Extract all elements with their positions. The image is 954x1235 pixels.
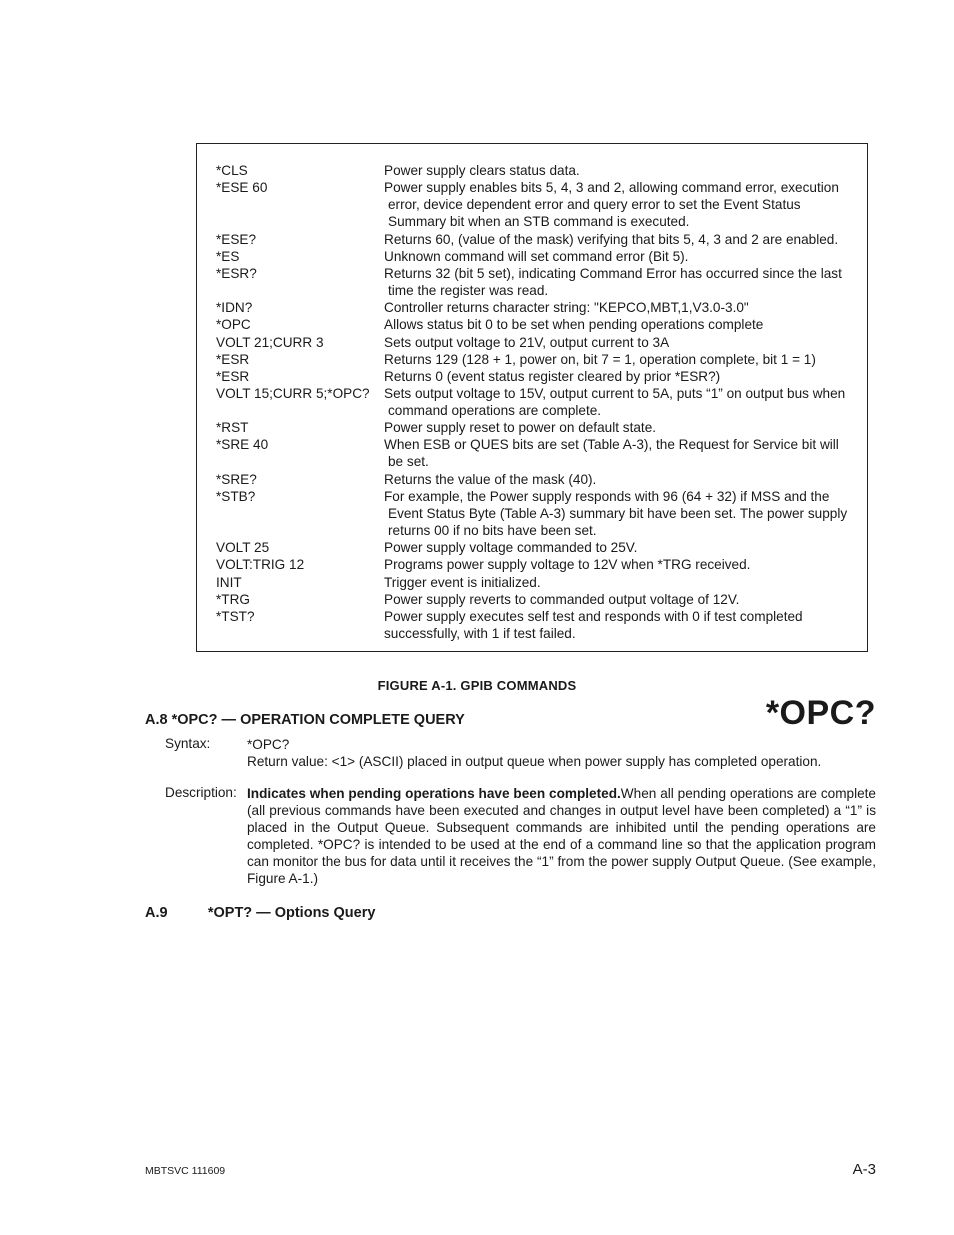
command-description: [384, 608, 864, 642]
description-line: Sets output voltage to 21V, output current to 3A: [384, 334, 670, 350]
command-description: [384, 471, 864, 488]
description-line: time the register was read.: [388, 282, 549, 298]
command-description: [384, 436, 864, 470]
command-name: *ESE 60: [216, 180, 268, 196]
command-description: [384, 299, 864, 316]
command-name: *ESE?: [216, 231, 257, 247]
description-line: Returns the value of the mask (40).: [384, 471, 597, 487]
command-name: VOLT:TRIG 12: [216, 557, 305, 573]
command-name: *OPC: [216, 317, 251, 333]
description-line: Power supply executes self test and responds with 0 if test completed: [384, 608, 803, 624]
command-description: [384, 385, 864, 419]
description-paragraph: [247, 785, 876, 888]
command-description: [384, 368, 864, 385]
command-name: *SRE?: [216, 471, 257, 487]
description-line: be set.: [388, 454, 429, 470]
footer-page-number: A-3: [852, 1161, 876, 1178]
command-name: VOLT 21;CURR 3: [216, 334, 324, 350]
command-description: [384, 488, 864, 539]
command-description: [384, 539, 864, 556]
description-line: Returns 32 (bit 5 set), indicating Command Error has occurred since the last: [384, 265, 842, 281]
command-description: [384, 574, 864, 591]
description-line: Summary bit when an STB command is executed.: [388, 214, 690, 230]
description-line: Power supply reset to power on default state.: [384, 420, 657, 436]
description-line: Returns 60, (value of the mask) verifying that bits 5, 4, 3 and 2 are enabled.: [384, 231, 839, 247]
description-line: Returns 0 (event status register cleared by prior *ESR?): [384, 368, 721, 384]
figure-caption: FIGURE A-1. GPIB COMMANDS: [377, 678, 577, 693]
gpib-commands-figure: [196, 143, 868, 652]
command-description: [384, 248, 864, 265]
command-name: *RST: [216, 420, 249, 436]
command-name: *ESR?: [216, 265, 257, 281]
syntax-value: *OPC?: [247, 737, 290, 752]
command-description: [384, 419, 864, 436]
description-line: When ESB or QUES bits are set (Table A-3), the Request for Service bit will: [384, 437, 839, 453]
command-name: *TST?: [216, 608, 255, 624]
description-line: Returns 129 (128 + 1, power on, bit 7 = 1, operation complete, bit 1 = 1): [384, 351, 816, 367]
description-line: successfully, with 1 if test failed.: [384, 625, 576, 641]
command-description: [384, 556, 864, 573]
section-a9-heading: A.9 *OPT? — Options Query: [145, 905, 376, 921]
command-name: *TRG: [216, 591, 250, 607]
command-description: [384, 179, 864, 230]
syntax-label: Syntax:: [165, 736, 211, 751]
description-line: Power supply clears status data.: [384, 163, 580, 178]
command-name: VOLT 25: [216, 540, 270, 556]
section-a8-heading: A.8 *OPC? — OPERATION COMPLETE QUERY: [145, 712, 465, 728]
description-line: Sets output voltage to 15V, output current to 5A, puts “1” on output bus when: [384, 385, 846, 401]
command-description: [384, 316, 864, 333]
command-name: INIT: [216, 574, 242, 590]
command-description: [384, 591, 864, 608]
description-line: Power supply enables bits 5, 4, 3 and 2, allowing command error, execution: [384, 180, 839, 196]
command-description: [384, 265, 864, 299]
description-line: Power supply reverts to commanded output voltage of 12V.: [384, 591, 740, 607]
command-name: *STB?: [216, 488, 256, 504]
description-label: Description:: [165, 785, 237, 800]
command-name: *ESR: [216, 351, 250, 367]
command-description: [384, 351, 864, 368]
description-line: Allows status bit 0 to be set when pending operations complete: [384, 317, 764, 333]
return-value: Return value: <1> (ASCII) placed in output queue when power supply has completed operation.: [247, 754, 822, 769]
description-line: Programs power supply voltage to 12V when *TRG received.: [384, 557, 751, 573]
description-line: Power supply voltage commanded to 25V.: [384, 540, 638, 556]
description-text: When all pending operations are complete (all previous commands have been executed and changes in output level have been completed) a “1” is placed in the Output Queue. Subsequent commands are inhibited until the pending operations are completed. *OPC? is intended to be used at the end of a command line so that the application program can monitor the bus for data until it receives the “1” from the power supply Output Queue. (See example, Figure A-1.): [247, 786, 876, 887]
description-bold: Indicates when pending operations have been completed.: [247, 786, 621, 801]
footer-doc-id: MBTSVC 111609: [145, 1165, 226, 1177]
command-name: *CLS: [216, 163, 248, 178]
description-line: command operations are complete.: [388, 402, 602, 418]
description-line: Event Status Byte (Table A-3) summary bit have been set. The power supply: [388, 505, 848, 521]
command-description: [384, 162, 864, 179]
command-name: *IDN?: [216, 300, 253, 316]
description-line: Controller returns character string: "KEPCO,MBT,1,V3.0-3.0": [384, 300, 749, 316]
command-name: *SRE 40: [216, 437, 269, 453]
description-line: error, device dependent error and query error to set the Event Status: [388, 197, 801, 213]
description-line: For example, the Power supply responds with 96 (64 + 32) if MSS and the: [384, 488, 830, 504]
description-line: Trigger event is initialized.: [384, 574, 541, 590]
description-line: Unknown command will set command error (Bit 5).: [384, 248, 689, 264]
section-tag: *OPC?: [765, 694, 876, 732]
command-name: VOLT 15;CURR 5;*OPC?: [216, 385, 370, 401]
command-description: [384, 334, 864, 351]
command-name: *ES: [216, 248, 240, 264]
command-description: [384, 231, 864, 248]
description-line: returns 00 if no bits have been set.: [388, 522, 597, 538]
command-name: *ESR: [216, 368, 250, 384]
